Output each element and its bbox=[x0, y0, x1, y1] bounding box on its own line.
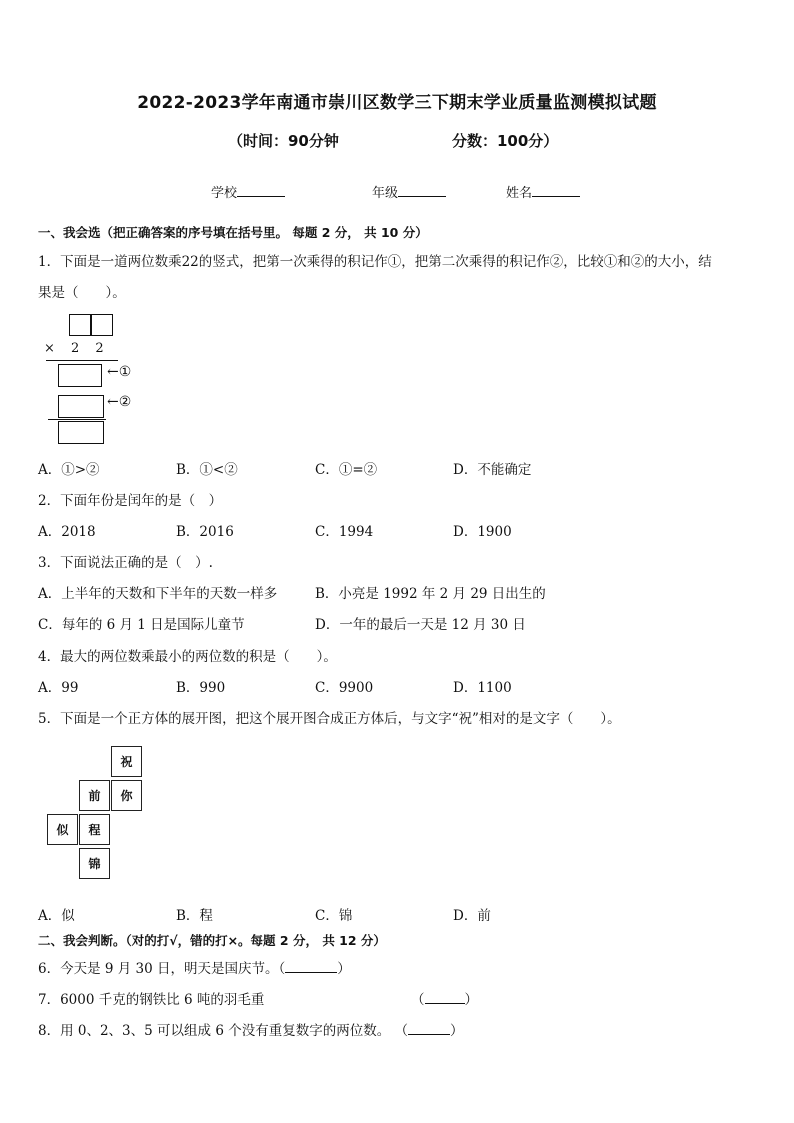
section1-heading: 一、我会选（把正确答案的序号填在括号里。 每题 2 分， 共 10 分） bbox=[38, 225, 428, 240]
q1-option-a[interactable]: A．①>② bbox=[38, 462, 100, 478]
q3-option-c[interactable]: C．每年的 6 月 1 日是国际儿童节 bbox=[38, 617, 245, 633]
q6-text: 6．今天是 9 月 30 日，明天是国庆节。（ bbox=[38, 961, 286, 977]
digit-box-tens bbox=[69, 314, 91, 336]
grade-field bbox=[372, 182, 446, 201]
rule-line-2 bbox=[48, 419, 106, 420]
q7-text: 7．6000 千克的钢铁比 6 吨的羽毛重 bbox=[38, 992, 265, 1008]
q1-option-d[interactable]: D．不能确定 bbox=[453, 462, 532, 478]
q5-option-b[interactable]: B．程 bbox=[176, 908, 213, 924]
q5-option-a[interactable]: A．似 bbox=[38, 908, 75, 924]
q8-close: ） bbox=[450, 1023, 464, 1039]
net-cell-jin: 锦 bbox=[79, 848, 110, 879]
q7-answer bbox=[411, 988, 478, 1008]
q8-answer-blank[interactable] bbox=[408, 1022, 450, 1035]
q2-option-c[interactable]: C．1994 bbox=[315, 524, 374, 540]
q4-option-d[interactable]: D．1100 bbox=[453, 680, 512, 696]
q4-option-a[interactable]: A．99 bbox=[38, 680, 79, 696]
q3-option-d[interactable]: D．一年的最后一天是 12 月 30 日 bbox=[315, 617, 526, 633]
section2-heading: 二、我会判断。（对的打√，错的打×。每题 2 分， 共 12 分） bbox=[38, 933, 386, 948]
mark-2: ←② bbox=[107, 394, 132, 410]
net-cell-ni: 你 bbox=[111, 780, 142, 811]
grade-label: 年级 bbox=[372, 186, 399, 201]
exam-score: 分数：100分） bbox=[452, 132, 559, 150]
q3-option-b[interactable]: B．小亮是 1992 年 2 月 29 日出生的 bbox=[315, 586, 546, 602]
q7-close: ） bbox=[464, 992, 478, 1008]
q2-option-a[interactable]: A．2018 bbox=[38, 524, 96, 540]
mark-1: ←① bbox=[107, 364, 132, 380]
partial-product-1-box bbox=[58, 364, 102, 387]
grade-blank[interactable] bbox=[398, 184, 446, 197]
net-cell-si: 似 bbox=[47, 814, 78, 845]
q8-line bbox=[38, 1019, 464, 1039]
school-blank[interactable] bbox=[237, 184, 285, 197]
q2-option-d[interactable]: D．1900 bbox=[453, 524, 512, 540]
q2-text: 2．下面年份是闰年的是（ ） bbox=[38, 493, 223, 509]
school-label: 学校 bbox=[211, 186, 238, 201]
q1-option-b[interactable]: B．①<② bbox=[176, 462, 238, 478]
q8-text: 8．用 0、2、3、5 可以组成 6 个没有重复数字的两位数。 （ bbox=[38, 1023, 408, 1039]
q5-option-d[interactable]: D．前 bbox=[453, 908, 491, 924]
digit-box-ones bbox=[91, 314, 113, 336]
page-title: 2022-2023学年南通市崇川区数学三下期末学业质量监测模拟试题 bbox=[137, 93, 657, 113]
q6-close: ） bbox=[337, 961, 351, 977]
partial-product-2-box bbox=[58, 395, 104, 418]
q5-option-c[interactable]: C．锦 bbox=[315, 908, 353, 924]
q4-option-c[interactable]: C．9900 bbox=[315, 680, 374, 696]
q2-option-b[interactable]: B．2016 bbox=[176, 524, 234, 540]
net-cell-cheng: 程 bbox=[79, 814, 110, 845]
q1-text-line1: 1．下面是一道两位数乘22的竖式，把第一次乘得的积记作①，把第二次乘得的积记作②，比较①和②的大小，结 bbox=[38, 254, 712, 270]
q7-answer-blank[interactable] bbox=[425, 991, 465, 1004]
q1-text-line2: 果是（ ）。 bbox=[38, 285, 126, 301]
multiplier-row: × 2 2 bbox=[44, 341, 110, 356]
q4-text: 4．最大的两位数乘最小的两位数的积是（ ）。 bbox=[38, 649, 337, 665]
name-field bbox=[506, 182, 580, 201]
q1-option-c[interactable]: C．①=② bbox=[315, 462, 378, 478]
q3-option-a[interactable]: A．上半年的天数和下半年的天数一样多 bbox=[38, 586, 278, 602]
q6-line bbox=[38, 957, 351, 977]
q3-text: 3．下面说法正确的是（ ）. bbox=[38, 555, 213, 571]
q4-option-b[interactable]: B．990 bbox=[176, 680, 226, 696]
net-cell-zhu: 祝 bbox=[111, 746, 142, 777]
net-cell-qian: 前 bbox=[79, 780, 110, 811]
name-blank[interactable] bbox=[532, 184, 580, 197]
q7-open: （ bbox=[411, 992, 425, 1008]
final-product-box bbox=[58, 421, 104, 444]
rule-line-1 bbox=[46, 360, 118, 361]
exam-time: （时间：90分钟 bbox=[228, 132, 339, 150]
q6-answer-blank[interactable] bbox=[285, 960, 337, 973]
school-field bbox=[211, 182, 285, 201]
name-label: 姓名 bbox=[506, 186, 533, 201]
q5-text: 5．下面是一个正方体的展开图，把这个展开图合成正方体后，与文字“祝”相对的是文字（ ）。 bbox=[38, 711, 621, 727]
